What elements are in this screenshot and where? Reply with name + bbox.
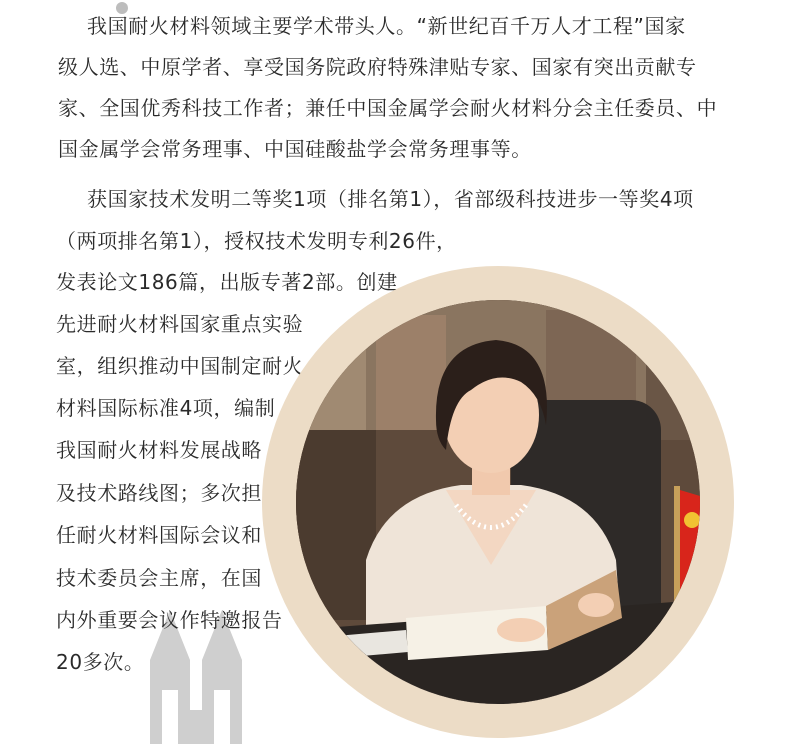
paragraph1-line-2: 级人选、中原学者、享受国务院政府特殊津贴专家、国家有突出贡献专: [58, 55, 697, 79]
paragraph2-line-8: 及技术路线图；多次担: [56, 481, 262, 505]
paragraph1-line-4: 国金属学会常务理事、中国硅酸盐学会常务理事等。: [58, 137, 532, 161]
paragraph2-line-7: 我国耐火材料发展战略: [56, 438, 262, 462]
paragraph2-line-10: 技术委员会主席，在国: [56, 566, 262, 590]
paragraph2-line-11: 内外重要会议作特邀报告: [56, 608, 283, 632]
portrait-photo: [296, 300, 700, 704]
paragraph2-line-5: 室，组织推动中国制定耐火: [56, 354, 304, 378]
paragraph1-line-1: 我国耐火材料领域主要学术带头人。“新世纪百千万人才工程”国家: [87, 14, 686, 38]
decorative-dot: [116, 2, 128, 14]
paragraph1-line-3: 家、全国优秀科技工作者；兼任中国金属学会耐火材料分会主任委员、中: [58, 96, 718, 120]
paragraph2-line-12: 20多次。: [56, 650, 145, 674]
paragraph2-line-2: （两项排名第1），授权技术发明专利26件，: [56, 229, 457, 253]
paragraph2-line-9: 任耐火材料国际会议和: [56, 523, 262, 547]
paragraph2-line-1: 获国家技术发明二等奖1项（排名第1），省部级科技进步一等奖4项: [87, 187, 694, 211]
paragraph2-line-6: 材料国际标准4项，编制: [56, 396, 276, 420]
paragraph2-line-4: 先进耐火材料国家重点实验: [56, 312, 304, 336]
paragraph2-line-3: 发表论文186篇，出版专著2部。创建: [56, 270, 398, 294]
